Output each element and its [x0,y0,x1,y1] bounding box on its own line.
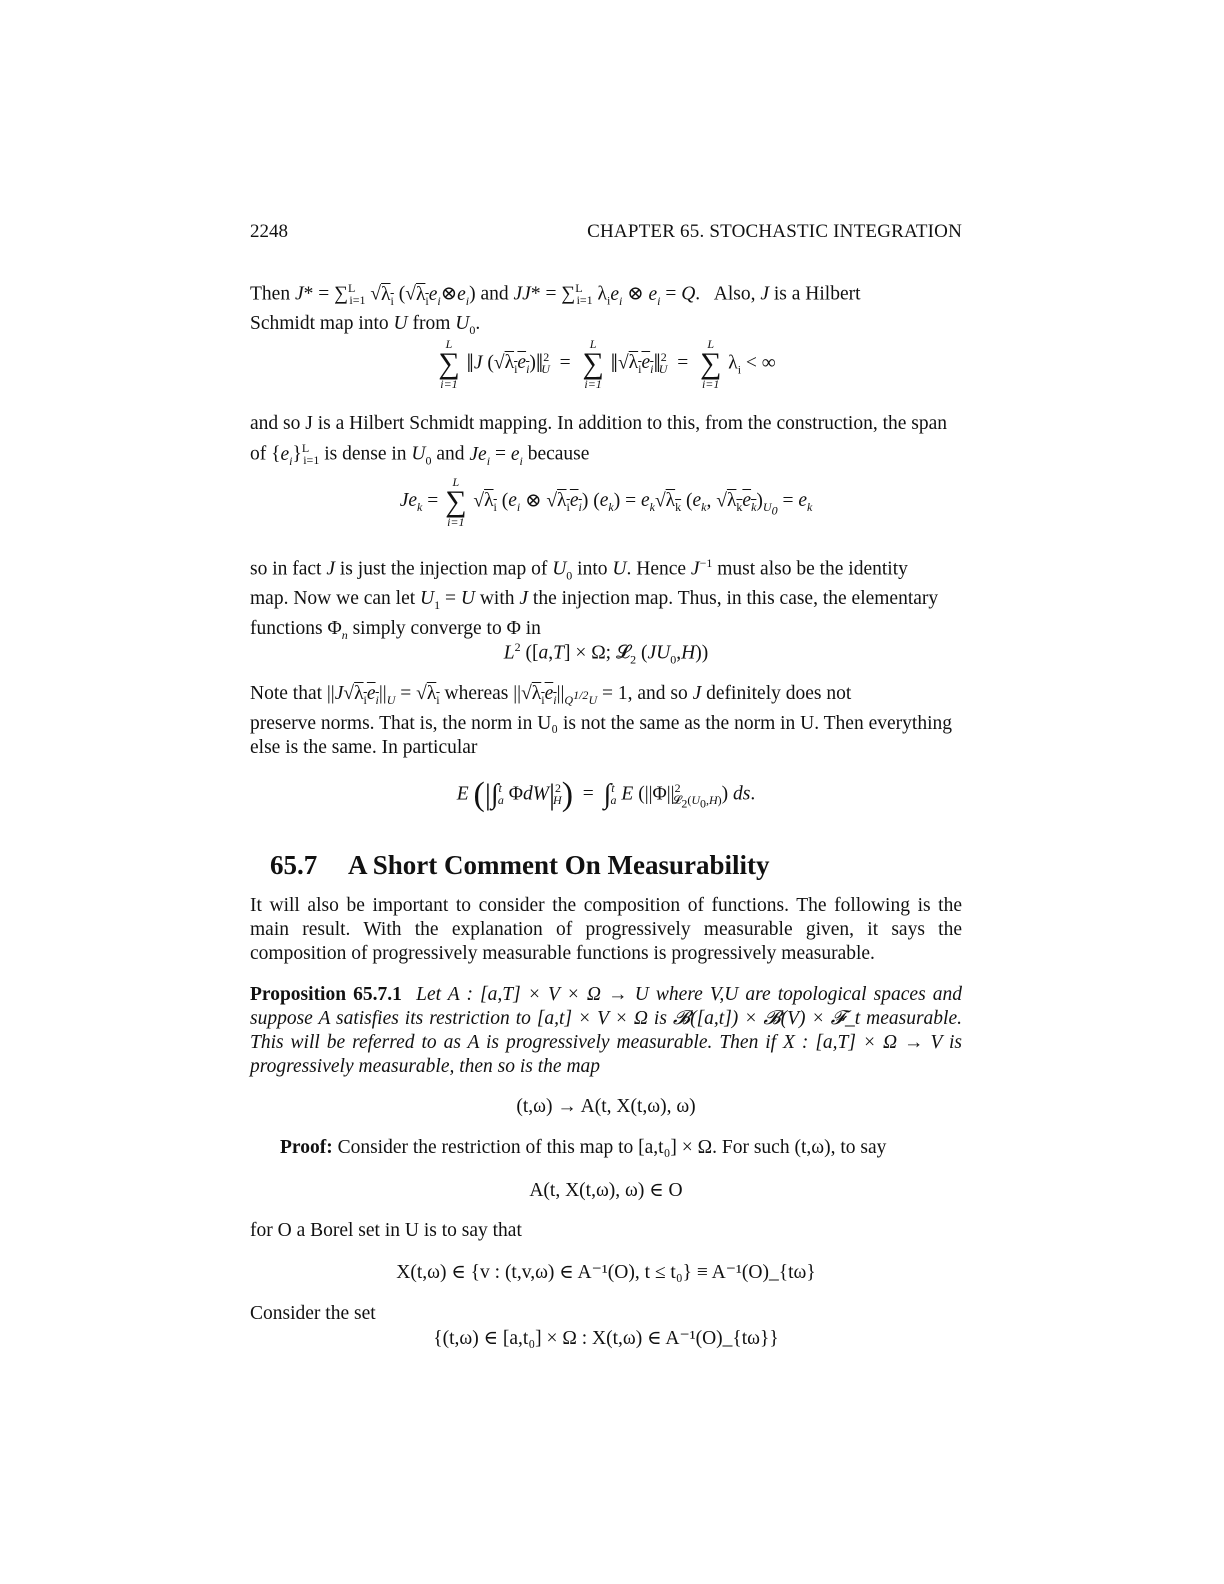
text: is dense in [319,443,412,465]
text: because [522,443,590,465]
text: is just the injection map of [335,558,553,580]
equation-5: (t,ω) → A(t, X(t,ω), ω) [516,1096,696,1117]
paragraph-3: so in fact J is just the injection map of $U_0$ into U. Hence $J^{-1}$ must also be the identity map. Now we can let $U_1 = U$ with J the injection map. Thus, in this case, the elementary functions $\Phi_n$ simply converge to Φ in [250,556,939,643]
paragraph-6: for O a Borel set in U is to say that [250,1220,522,1241]
equation-3: $L^2$ ([a,T] × Ω; 𝓛$_2$ $(JU_0,H)$) [503,640,709,667]
section-number: 65.7 [270,850,318,880]
section-title: A Short Comment On Measurability [348,850,770,880]
text: This will be referred to as A is progressively measurable. Then if X : [a,T] × Ω → V is [250,1032,962,1053]
text: Then [250,283,295,305]
paragraph-4: Note that $||J√\lambda_ie_i||_U = √\lambda_i$ whereas $||√\lambda_ie_i||_{Q^{1/2}U} = 1$, and so J definitely does not preserve norms. That is, the norm in U₀ is not the same as the norm in U. Then everything else is the same. In particular [250,683,952,758]
text: of [250,443,272,465]
text: else is the same. In particular [250,736,478,758]
section-heading [270,850,770,881]
text: in [520,618,541,640]
text: the injection map. Thus, in this case, the elementary [528,588,939,610]
equation-2: $Je_k$ = L ∑ i=1 $√\lambda_i$ ($e_i$ ⊗ $√\lambda_ie_i$) $(e_k) = e_k√\lambda_k$ ($e_k$, $√\lambda_ke_k)_{U_0} = e_k$ [399,475,813,529]
paragraph-1: Then J* = ∑$^L_{i=1}$ $√\lambda_i$ $(√\lambda_ie_i\otimes e_i)$ and JJ* = ∑$^L_{i=1}$ $\lambda_ie_i$ ⊗ $e_i = Q$. Also, J is a Hilbert Schmidt map into U from $U_0$. [250,281,861,338]
text: Note that [250,683,327,704]
text: with [474,588,520,610]
proof [280,1136,962,1160]
text: Also, [713,283,761,305]
text: and so J is a Hilbert Schmidt mapping. In addition to this, from the construction, the span [250,413,948,434]
text: , and so [627,683,693,704]
text: and [431,443,470,465]
equation-8: {(t,ω) ∈ [a,t₀] × Ω : X(t,ω) ∈ A⁻¹(O)_{tω}} [433,1328,779,1349]
chapter-title: CHAPTER 65. STOCHASTIC INTEGRATION [587,221,962,242]
text: map. Now we can let [250,588,421,610]
text: preserve norms. That is, the norm in U₀ is not the same as the norm in U. Then everything [250,712,952,734]
proposition-label: Proposition 65.7.1 [250,984,402,1005]
equation-7: X(t,ω) ∈ {v : (t,v,ω) ∈ A⁻¹(O), t ≤ t₀} ≡ A⁻¹(O)_{tω} [396,1262,816,1283]
paragraph-5: It will also be important to consider the composition of functions. The following is the main result. With the explanation of progressively measurable given, it says the composition of progressively measurable functions is progressively measurable. [250,895,962,964]
text: and [475,283,514,305]
page-number: 2248 [250,221,288,242]
equation-1: L ∑ i=1 ‖J $(√\lambda_ie_i)‖^2_U$ = L ∑ i=1 $‖√\lambda_ie_i‖^2_U$ = L ∑ i=1 $\lambda_i$ < ∞ [438,337,776,391]
paragraph-7: Consider the set [250,1303,376,1324]
equation-6: A(t, X(t,ω), ω) ∈ O [529,1180,683,1201]
text: . Hence [626,558,691,580]
text: from [407,313,456,335]
text: definitely does not [701,683,852,704]
text: must also be the identity [712,558,908,580]
text: whereas [439,683,514,704]
equation-4: E (|∫$^t_a$ $\Phi dW|^2_H) = \int^t_a$ E $(||\Phi||^2_{𝓛_2(U_0,H)})$ ds. [456,776,756,813]
text: functions [250,618,328,640]
text: Consider the restriction of this map to [a,t₀] × Ω. For such (t,ω), to say [332,1137,887,1158]
proposition [250,983,962,1079]
proof-label: Proof: [280,1137,333,1158]
paragraph-2: and so J is a Hilbert Schmidt mapping. In addition to this, from the construction, the span of $\{e_i\}^L_{i=1}$ is dense in $U_0$ and $Je_i = e_i$ because [250,413,948,468]
text: Schmidt map into [250,313,394,335]
text: is a Hilbert [768,283,861,305]
text: into [572,558,613,580]
text: progressively measurable, then so is the map [250,1056,601,1077]
text: so in fact [250,558,327,580]
text: Let A : [a,T] × V × Ω → U where V,U are topological spaces and [416,984,963,1005]
text: suppose A satisfies its restriction to [a,t] × V × Ω is 𝓑([a,t]) × 𝓑(V) × 𝓕_t measurable. [250,1008,962,1029]
text: simply converge to [347,618,507,640]
